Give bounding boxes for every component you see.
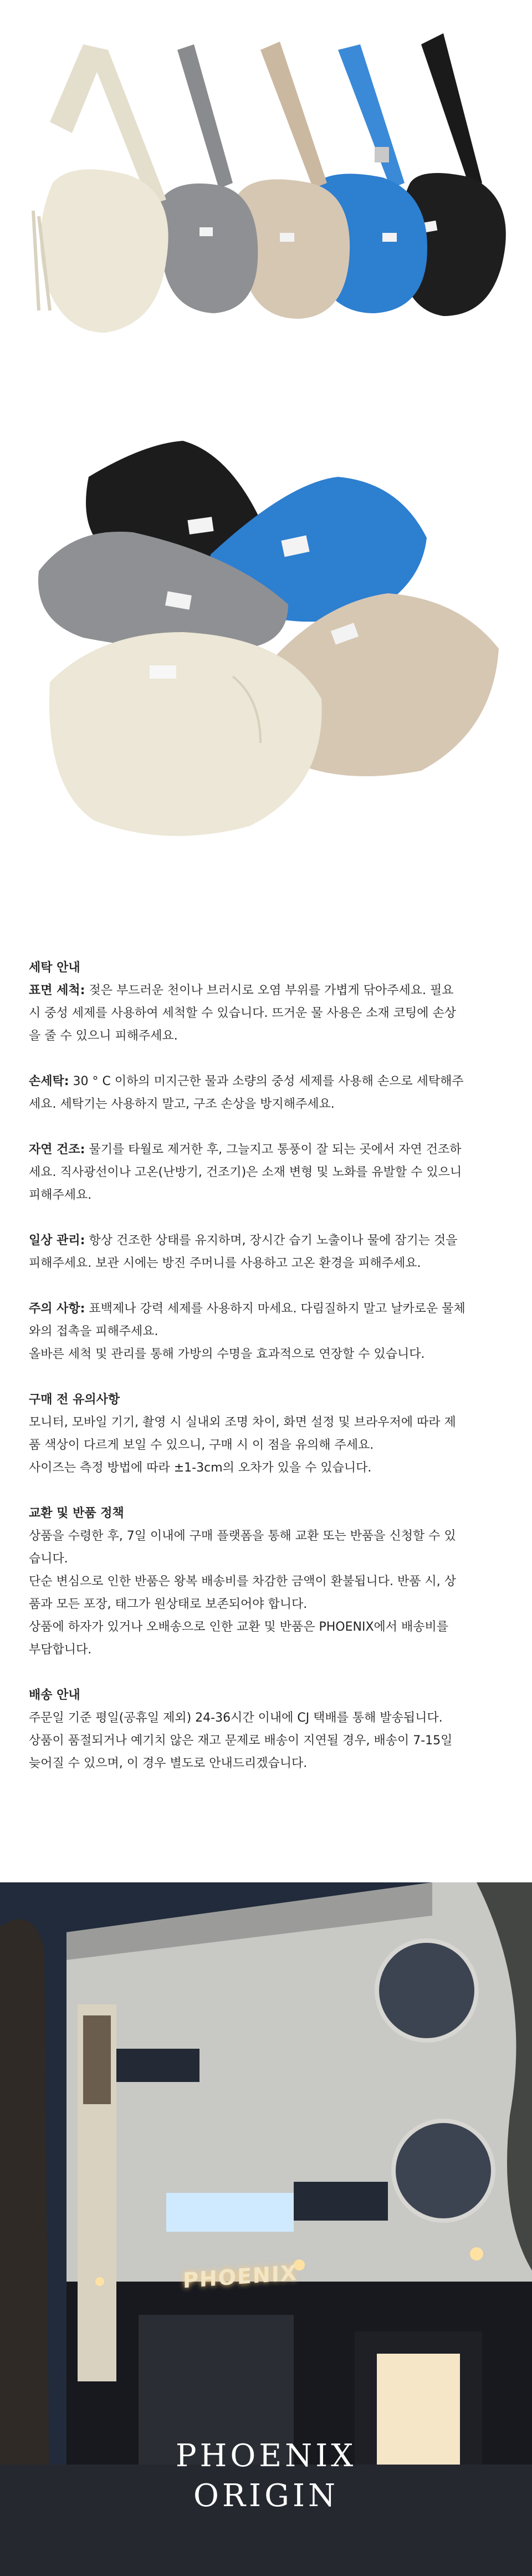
caution-line3: 올바른 세척 및 관리를 통해 가방의 수명을 효과적으로 연장할 수 있습니다. (29, 1347, 425, 1361)
purchase-notice-line2: 품 색상이 다르게 보일 수 있으니, 구매 시 이 점을 유의해 주세요. (29, 1438, 374, 1452)
brand-title-line2: ORIGIN (193, 2478, 339, 2514)
return-policy-title: 교환 및 반품 정책 (29, 1506, 124, 1520)
store-sign: PHOENIX (183, 2260, 298, 2293)
return-policy-line3: 단순 변심으로 인한 반품은 왕복 배송비를 차감한 금액이 환불됩니다. 반품 시, 상 (29, 1575, 456, 1589)
surface-cleaning-label: 표면 세척: (29, 984, 85, 997)
purchase-notice-line3: 사이즈는 측정 방법에 따라 ±1-3cm의 오차가 있을 수 있습니다. (29, 1461, 372, 1475)
hand-wash-line1: 30 ° C 이하의 미지근한 물과 소량의 중성 세제를 사용해 손으로 세탁해주 (69, 1075, 464, 1088)
purchase-notice-title: 구매 전 유의사항 (29, 1393, 120, 1407)
return-policy-line5: 상품에 하자가 있거나 오배송으로 인한 교환 및 반품은 PHOENIX에서 배송비를 (29, 1620, 449, 1634)
shipping-info-section (29, 1684, 505, 1775)
return-policy-line1: 상품을 수령한 후, 7일 이내에 구매 플랫폼을 통해 교환 또는 반품을 신청할 수 있 (29, 1529, 456, 1543)
caution-section (29, 1297, 505, 1366)
brand-title-line1: PHOENIX (175, 2438, 357, 2474)
return-policy-section (29, 1502, 505, 1661)
purchase-notice-section (29, 1388, 505, 1479)
shipping-info-line1: 주문일 기준 평일(공휴일 제외) 24-36시간 이내에 CJ 택배를 통해 발송됩니다. (29, 1711, 443, 1725)
product-notice-text (29, 956, 505, 1798)
surface-cleaning-paragraph (29, 979, 505, 1047)
product-pile-image (0, 388, 532, 887)
daily-care-line2: 피해주세요. 보관 시에는 방진 주머니를 사용하고 고온 환경을 피해주세요. (29, 1256, 421, 1270)
natural-dry-section (29, 1138, 505, 1206)
five-bags-illustration (0, 0, 532, 366)
cream-bag (33, 44, 168, 333)
hand-wash-paragraph (29, 1070, 505, 1116)
natural-dry-line2: 세요. 직사광선이나 고온(난방기, 건조기)은 소재 변형 및 노화를 유발할 수 있으니 (29, 1165, 462, 1179)
natural-dry-line1: 물기를 타월로 제거한 후, 그늘지고 통풍이 잘 되는 곳에서 자연 건조하 (85, 1143, 462, 1157)
pile-cream-bag (49, 632, 322, 836)
shipping-info-line3: 늦어질 수 있으며, 이 경우 별도로 안내드리겠습니다. (29, 1757, 308, 1770)
bag-pile-illustration (0, 388, 532, 887)
daily-care-line1: 항상 건조한 상태를 유지하며, 장시간 습기 노출이나 물에 잠기는 것을 (85, 1234, 458, 1248)
shipping-info-title: 배송 안내 (29, 1688, 80, 1702)
surface-cleaning-line1: 젖은 부드러운 천이나 브러시로 오염 부위를 가볍게 닦아주세요. 필요 (85, 984, 454, 997)
purchase-notice-paragraph (29, 1411, 505, 1479)
daily-care-label: 일상 관리: (29, 1234, 85, 1248)
natural-dry-paragraph (29, 1138, 505, 1206)
daily-care-paragraph (29, 1229, 505, 1275)
shipping-info-line2: 상품이 품절되거나 예기치 않은 재고 문제로 배송이 지연될 경우, 배송이 7-15일 (29, 1734, 453, 1748)
gray-bag (158, 44, 258, 313)
daily-care-section (29, 1229, 505, 1275)
hand-wash-line2: 세요. 세탁기는 사용하지 말고, 구조 손상을 방지해주세요. (29, 1097, 335, 1111)
return-policy-line2: 습니다. (29, 1552, 68, 1566)
shipping-info-paragraph (29, 1707, 505, 1775)
caution-line2: 와의 접촉을 피해주세요. (29, 1325, 158, 1338)
washing-guide-title: 세탁 안내 (29, 961, 80, 975)
storefront-image (0, 1882, 532, 2576)
washing-guide-section (29, 956, 505, 1047)
return-policy-line4: 품과 모든 포장, 태그가 원상태로 보존되어야 합니다. (29, 1597, 308, 1611)
return-policy-paragraph (29, 1525, 505, 1661)
caution-line1: 표백제나 강력 세제를 사용하지 마세요. 다림질하지 말고 날카로운 물체 (85, 1302, 466, 1316)
caution-paragraph (29, 1297, 505, 1366)
surface-cleaning-line2: 시 중성 세제를 사용하여 세척할 수 있습니다. 뜨거운 물 사용은 소재 코팅에 손상 (29, 1006, 456, 1020)
hand-wash-label: 손세탁: (29, 1075, 69, 1088)
product-hero-image (0, 0, 532, 366)
purchase-notice-line1: 모니터, 모바일 기기, 촬영 시 실내외 조명 차이, 화면 설정 및 브라우저에 따라 제 (29, 1416, 456, 1429)
caution-label: 주의 사항: (29, 1302, 85, 1316)
hand-wash-section (29, 1070, 505, 1116)
return-policy-line6: 부담합니다. (29, 1643, 92, 1657)
surface-cleaning-line3: 을 줄 수 있으니 피해주세요. (29, 1029, 178, 1043)
natural-dry-line3: 피해주세요. (29, 1188, 92, 1202)
natural-dry-label: 자연 건조: (29, 1143, 85, 1157)
